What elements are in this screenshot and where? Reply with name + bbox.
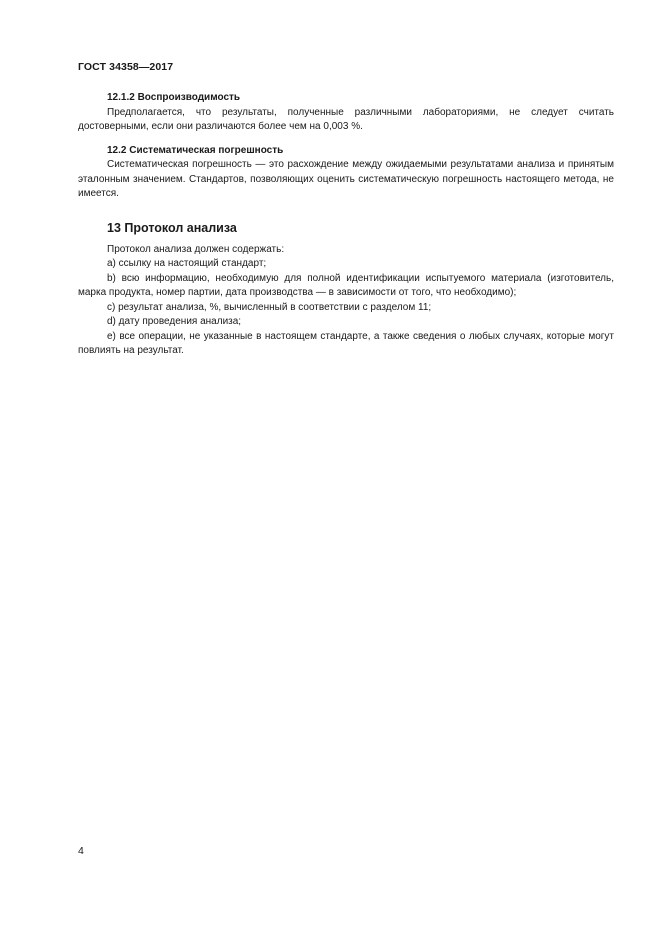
protocol-intro: Протокол анализа должен содержать: [107,243,285,255]
spacer [78,135,614,144]
protocol-item-a: a) ссылку на настоящий стандарт; [107,258,267,269]
page-number: 4 [78,845,84,857]
systematic-error-heading: 12.2 Систематическая погрешность [107,144,284,156]
reproducibility-text: Предполагается, что результаты, полученные различными лабораториями, не следует считать достоверными, если они различаются более чем на 0,003 %. [78,106,614,132]
protocol-item-d: d) дату проведения анализа; [107,316,242,327]
reproducibility-heading: 12.1.2 Воспроизводимость [107,92,241,103]
protocol-item-e: e) все операции, не указанные в настоящем стандарте, а также сведения о любых случаях, которые могут повлиять на результат. [78,330,614,356]
systematic-error-text: Систематическая погрешность — это расхождение между ожидаемыми результатами анализа и принятым эталонным значением. Стандартов, позволяющих оценить систематическую погрешность настоящего метода, не имеется. [78,159,614,199]
protocol-heading: 13 Протокол анализа [107,220,237,235]
protocol-item-b: b) всю информацию, необходимую для полной идентификации испытуемого материала (изготовитель, марка продукта, номер партии, дата производства — в зависимости от того, что необходимо); [78,272,614,298]
spacer [78,202,614,220]
protocol-item-c: c) результат анализа, %, вычисленный в соответствии с разделом 11; [107,301,432,313]
spacer [78,236,614,243]
standard-code-header: ГОСТ 34358—2017 [78,61,174,73]
page-content [78,91,614,359]
